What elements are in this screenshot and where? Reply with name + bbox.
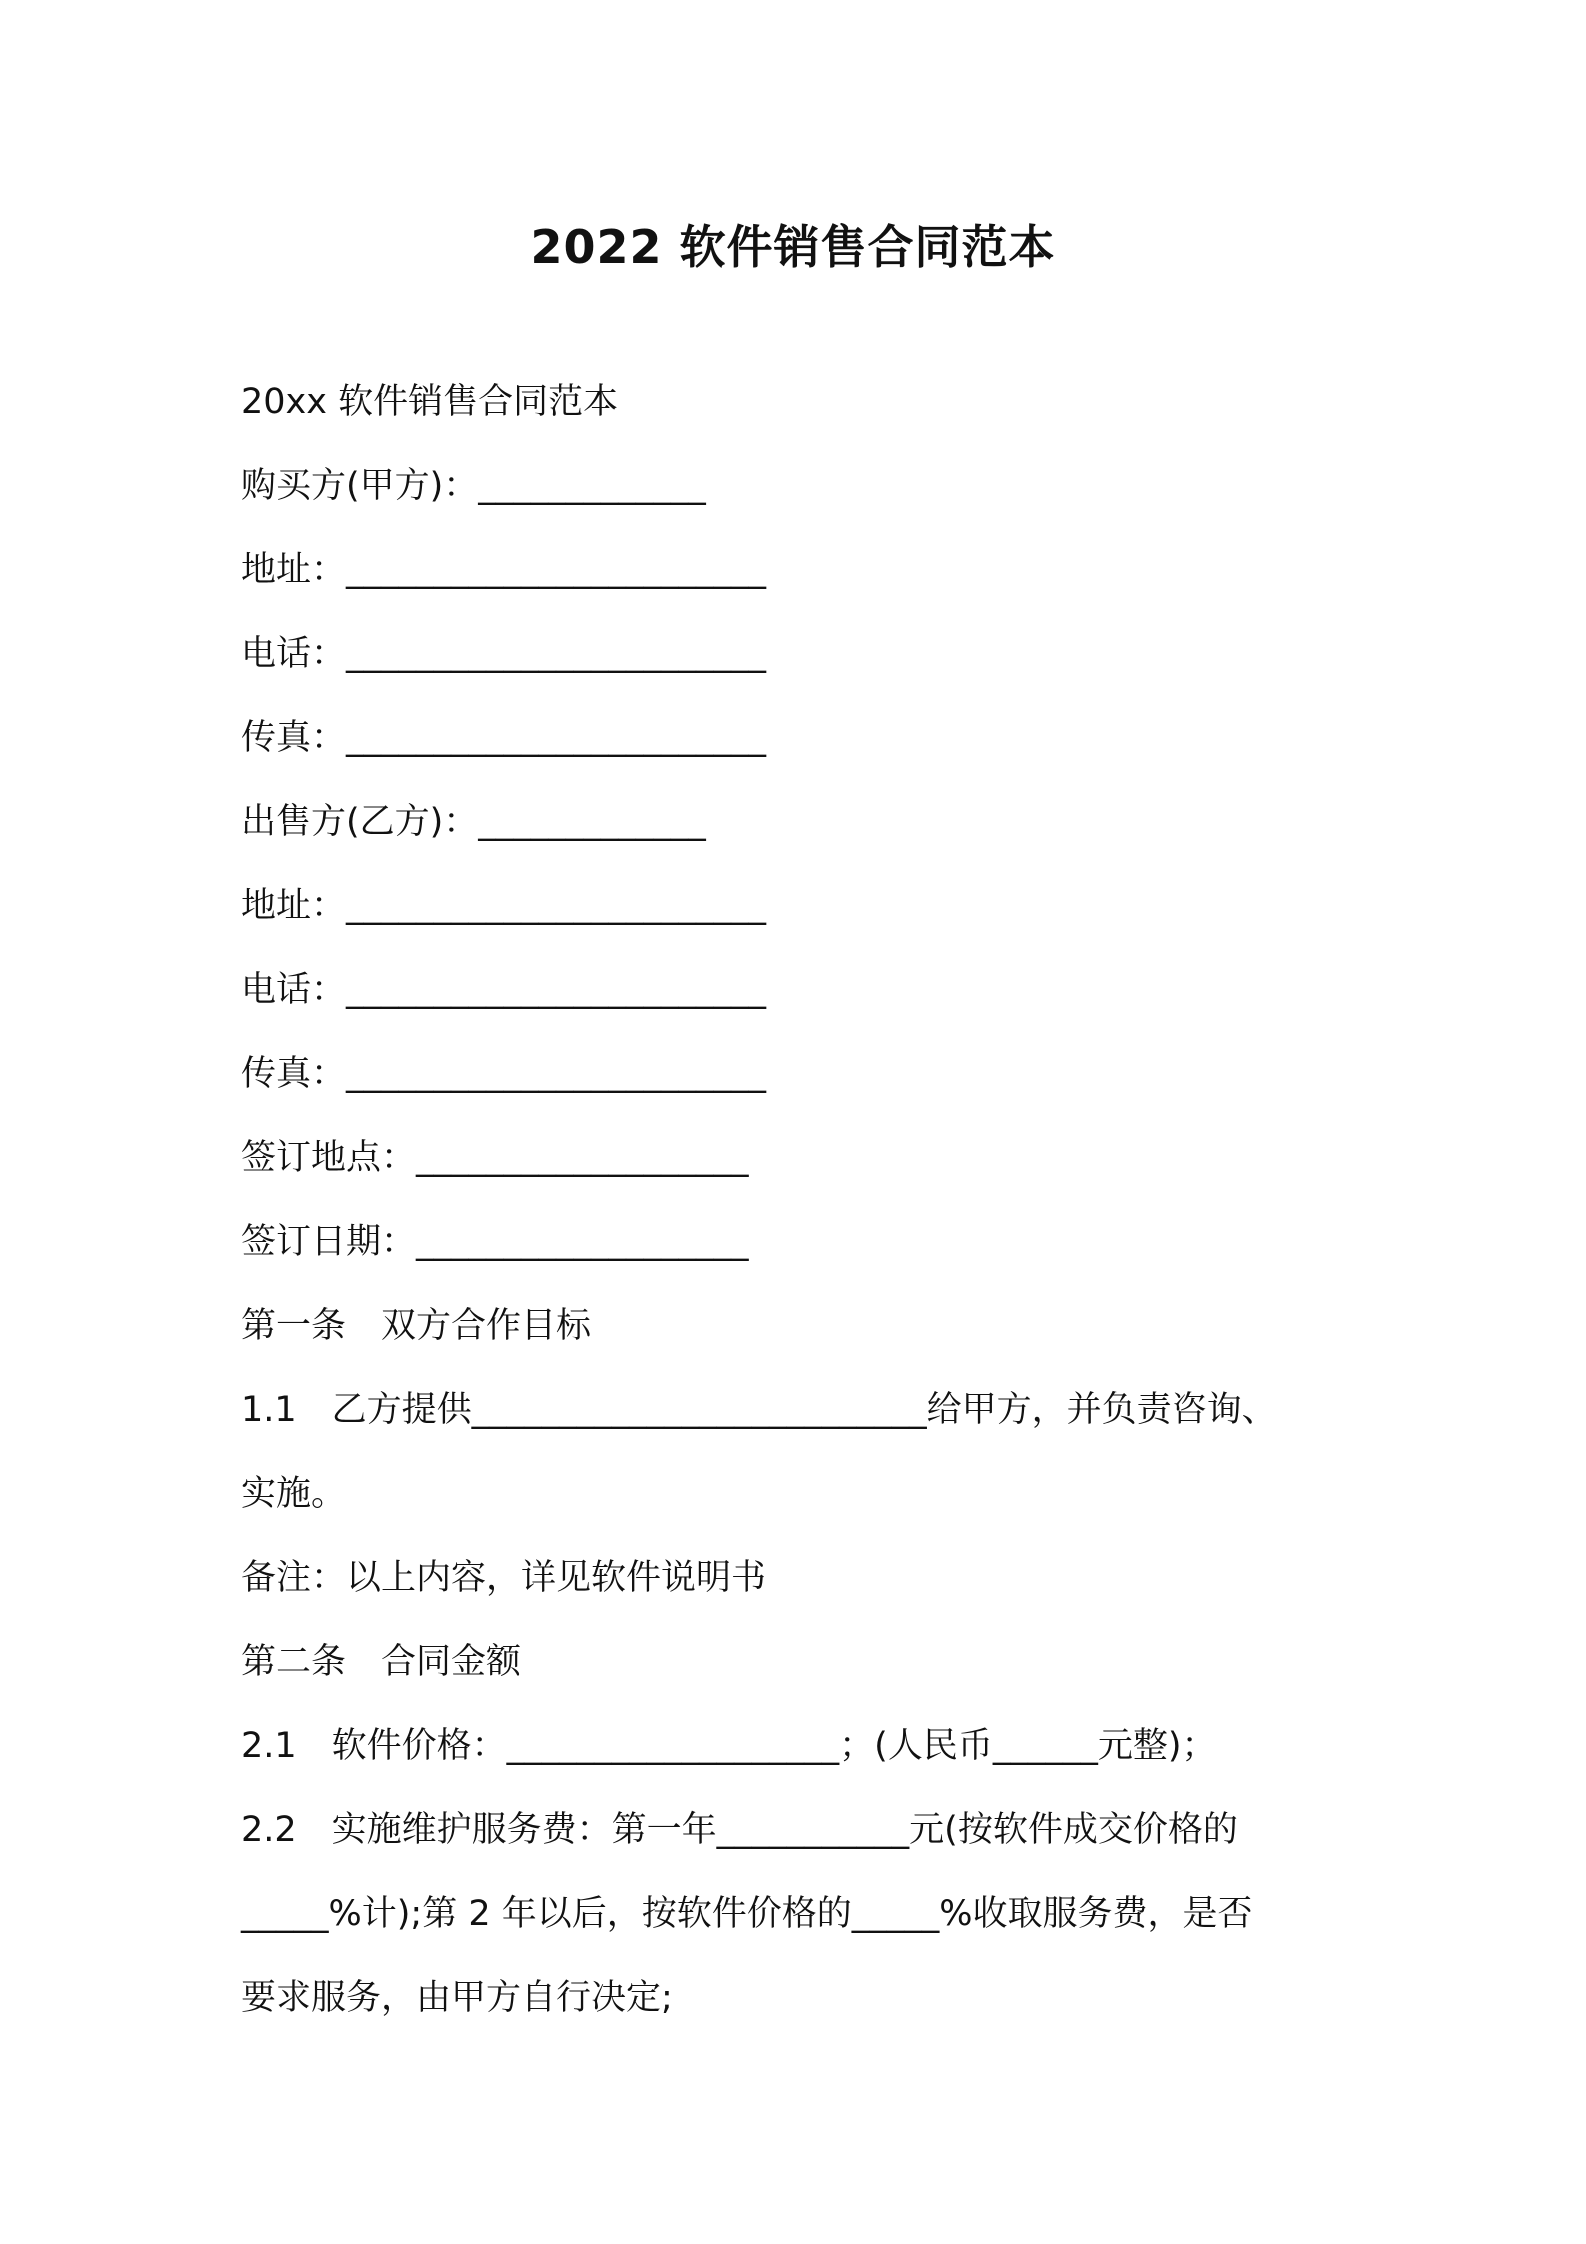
seller-line: 出售方(乙方)：_____________ [241, 802, 706, 842]
seller-address-line: 地址：________________________ [241, 886, 767, 926]
clause-1-1-continuation: 实施。 [241, 1474, 347, 1514]
clause-2-2-continuation-1: _____%计);第 2 年以后，按软件价格的_____%收取服务费，是否 [241, 1894, 1253, 1934]
subtitle-line: 20xx 软件销售合同范本 [241, 382, 619, 422]
seller-fax-line: 传真：________________________ [241, 1054, 767, 1094]
document-title: 2022 软件销售合同范本 [530, 220, 1056, 274]
seller-phone-line: 电话：________________________ [241, 970, 767, 1010]
contract-body [241, 360, 1351, 2040]
signing-date-line: 签订日期：___________________ [241, 1222, 749, 1262]
clause-2-2-continuation-2: 要求服务，由甲方自行决定; [241, 1978, 673, 2018]
article-2-heading: 第二条 合同金额 [241, 1642, 522, 1682]
buyer-line: 购买方(甲方)：_____________ [241, 466, 706, 506]
article-1-heading: 第一条 双方合作目标 [241, 1306, 592, 1346]
buyer-address-line: 地址：________________________ [241, 550, 767, 590]
clause-1-1-line: 1.1 乙方提供__________________________给甲方，并负责咨询、 [241, 1390, 1277, 1430]
buyer-phone-line: 电话：________________________ [241, 634, 767, 674]
clause-2-1-line: 2.1 软件价格：___________________；(人民币______元整)； [241, 1726, 1217, 1766]
remark-line: 备注：以上内容，详见软件说明书 [241, 1558, 767, 1598]
signing-place-line: 签订地点：___________________ [241, 1138, 749, 1178]
buyer-fax-line: 传真：________________________ [241, 718, 767, 758]
clause-2-2-line: 2.2 实施维护服务费：第一年___________元(按软件成交价格的 [241, 1810, 1238, 1850]
